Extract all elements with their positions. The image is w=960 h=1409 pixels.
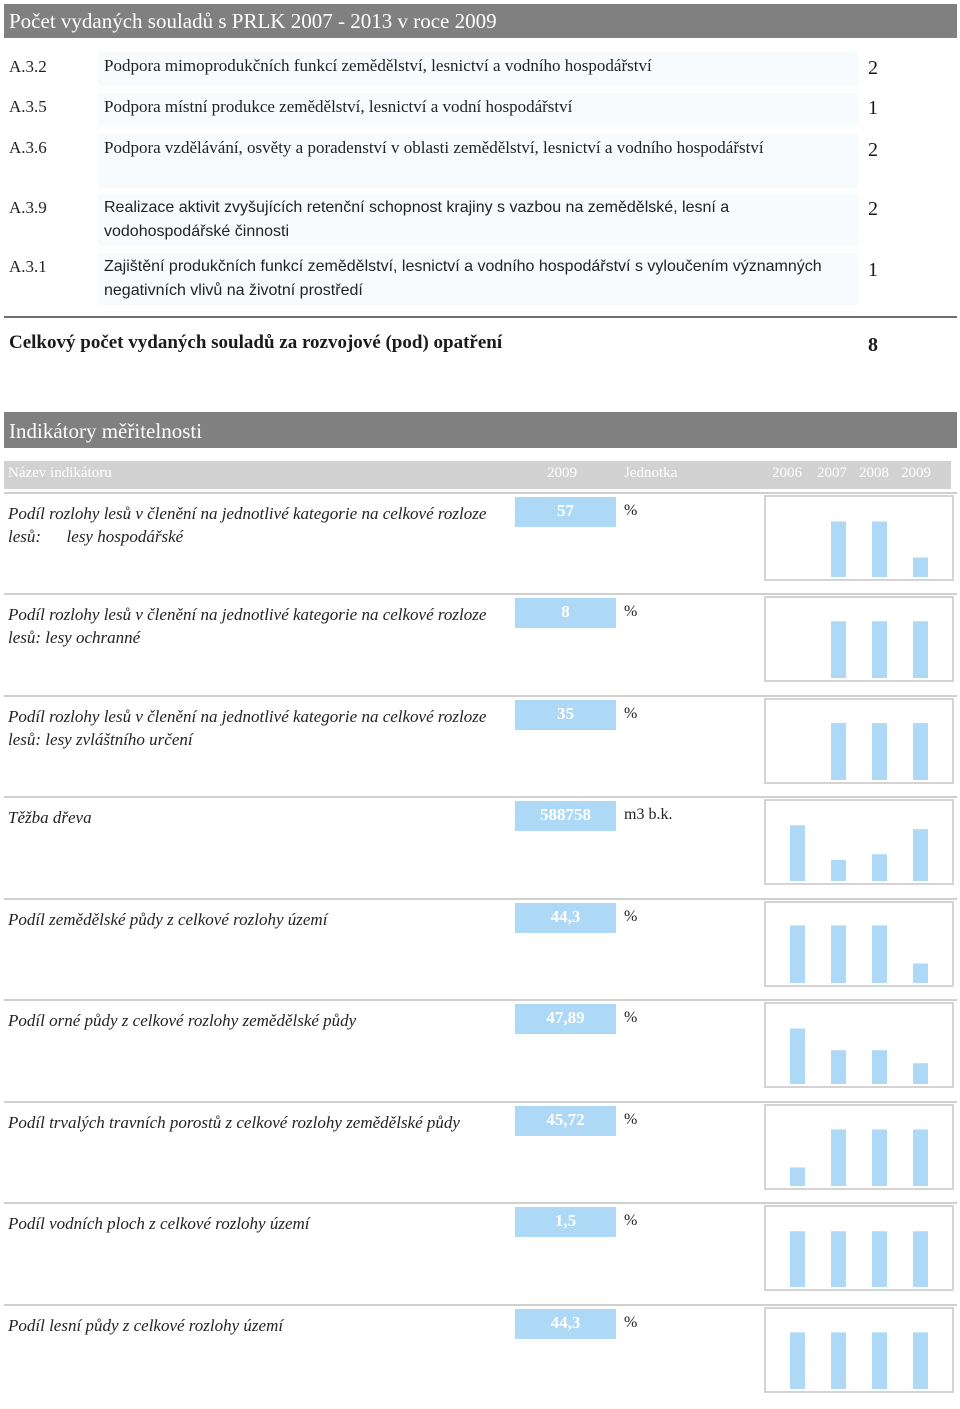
row-divider [4,1101,957,1103]
indicator-name: Těžba dřeva [8,808,92,827]
bar-2006 [790,1231,805,1287]
indicator-value: 44,3 [515,903,616,933]
measure-count: 2 [868,57,878,79]
indicator-row [0,898,960,999]
indicator-value: 1,5 [515,1207,616,1237]
bar-2008 [872,1129,887,1186]
indicator-name: Podíl vodních ploch z celkové rozlohy území [8,1214,310,1233]
row-divider [4,492,957,494]
bar-2007 [831,621,846,678]
indicator-name: Podíl trvalých travních porostů z celkové rozlohy zemědělské půdy [8,1113,460,1132]
indicator-row [0,1101,960,1202]
measure-description: Realizace aktivit zvyšujících retenční schopnost krajiny s vazbou na zemědělské, lesní a vodohospodářské činnosti [98,194,858,246]
measure-description: Podpora mimoprodukčních funkcí zemědělství, lesnictví a vodního hospodářství [98,52,858,86]
indicator-unit: % [624,908,638,925]
bar-2007 [831,521,846,577]
measure-count: 2 [868,198,878,220]
indicator-value: 47,89 [515,1004,616,1034]
measure-count: 1 [868,97,878,119]
bar-2008 [872,521,887,577]
indicator-unit: m3 b.k. [624,806,673,823]
measure-description: Podpora vzdělávání, osvěty a poradenství v oblasti zemědělství, lesnictví a vodního hospodářství [98,134,858,188]
row-divider [4,898,957,900]
bar-2009 [913,558,928,578]
bar-2007 [831,1231,846,1287]
indicator-row [0,999,960,1100]
bar-2008 [872,854,887,881]
indicator-name: Podíl orné půdy z celkové rozlohy zemědělské půdy [8,1011,357,1030]
indicator-unit: % [624,1212,638,1229]
section-header-summary: Počet vydaných souladů s PRLK 2007 - 2013 v roce 2009 [4,4,957,38]
col-year-2006: 2006 [772,465,802,481]
indicator-value: 57 [515,497,616,527]
measure-code: A.3.9 [9,198,47,217]
bar-2009 [913,1129,928,1186]
indicator-mini-chart [764,698,954,784]
indicator-name: Podíl rozlohy lesů v členění na jednotlivé kategorie na celkové rozloze lesů: lesy hospodářské [8,504,491,546]
indicator-unit: % [624,1314,638,1331]
indicator-name: Podíl rozlohy lesů v členění na jednotlivé kategorie na celkové rozloze lesů: lesy ochranné [8,605,491,647]
indicator-value: 588758 [515,801,616,831]
total-label: Celkový počet vydaných souladů za rozvojové (pod) opatření [9,332,503,353]
indicator-unit: % [624,705,638,722]
bar-2008 [872,621,887,678]
bar-2008 [872,723,887,780]
indicator-column-header [4,461,951,489]
bar-2006 [790,1332,805,1389]
indicator-row [0,593,960,694]
bar-2009 [913,1332,928,1389]
indicator-mini-chart [764,1205,954,1291]
indicator-mini-chart [764,1002,954,1088]
measure-count: 2 [868,139,878,161]
total-value: 8 [868,334,878,356]
bar-2008 [872,925,887,983]
bar-2009 [913,964,928,984]
measure-description: Zajištění produkčních funkcí zemědělství, lesnictví a vodního hospodářství s vyloučením významných negativních vlivů na životní prostředí [98,253,858,305]
bar-2008 [872,1050,887,1084]
indicator-row [0,492,960,593]
bar-2009 [913,1063,928,1084]
bar-2007 [831,723,846,780]
bar-2009 [913,829,928,881]
bar-2009 [913,621,928,678]
indicator-row [0,1304,960,1405]
measure-code: A.3.5 [9,97,47,116]
bar-2006 [790,1167,805,1186]
col-year-2008: 2008 [859,465,889,481]
indicator-name: Podíl lesní půdy z celkové rozlohy území [8,1316,284,1335]
separator-line [4,316,957,318]
measure-code: A.3.2 [9,57,47,76]
row-divider [4,1304,957,1306]
row-divider [4,1202,957,1204]
row-divider [4,999,957,1001]
section-header-indicators: Indikátory měřitelnosti [4,412,957,448]
indicator-mini-chart [764,596,954,682]
bar-2009 [913,1231,928,1287]
indicator-name: Podíl zemědělské půdy z celkové rozlohy území [8,910,328,929]
bar-2009 [913,723,928,780]
measure-code: A.3.1 [9,257,47,276]
bar-2008 [872,1231,887,1287]
measure-code: A.3.6 [9,138,47,157]
indicator-row [0,1202,960,1303]
bar-2008 [872,1332,887,1389]
indicator-row [0,796,960,897]
row-divider [4,796,957,798]
measure-count: 1 [868,259,878,281]
bar-2007 [831,1129,846,1186]
col-unit-label: Jednotka [624,465,678,481]
row-divider [4,593,957,595]
indicator-unit: % [624,502,638,519]
indicator-value: 35 [515,700,616,730]
bar-2007 [831,925,846,983]
bar-2006 [790,825,805,881]
indicator-mini-chart [764,799,954,885]
indicator-name: Podíl rozlohy lesů v členění na jednotlivé kategorie na celkové rozloze lesů: lesy zvláštního určení [8,707,491,749]
row-divider [4,695,957,697]
indicator-mini-chart [764,1307,954,1393]
indicator-unit: % [624,1111,638,1128]
col-name-label: Název indikátoru [8,465,112,481]
indicator-value: 45,72 [515,1106,616,1136]
indicator-mini-chart [764,901,954,987]
indicator-row [0,695,960,796]
col-year-2009: 2009 [901,465,931,481]
indicator-unit: % [624,1009,638,1026]
bar-2006 [790,1029,805,1084]
bar-2006 [790,925,805,983]
col-year-label: 2009 [547,465,577,481]
bar-2007 [831,860,846,881]
measure-description: Podpora místní produkce zemědělství, lesnictví a vodní hospodářství [98,93,858,125]
indicator-mini-chart [764,495,954,581]
col-year-2007: 2007 [817,465,847,481]
indicator-value: 8 [515,598,616,628]
bar-2007 [831,1332,846,1389]
indicator-value: 44,3 [515,1309,616,1339]
bar-2007 [831,1050,846,1084]
indicator-mini-chart [764,1104,954,1190]
indicator-unit: % [624,603,638,620]
